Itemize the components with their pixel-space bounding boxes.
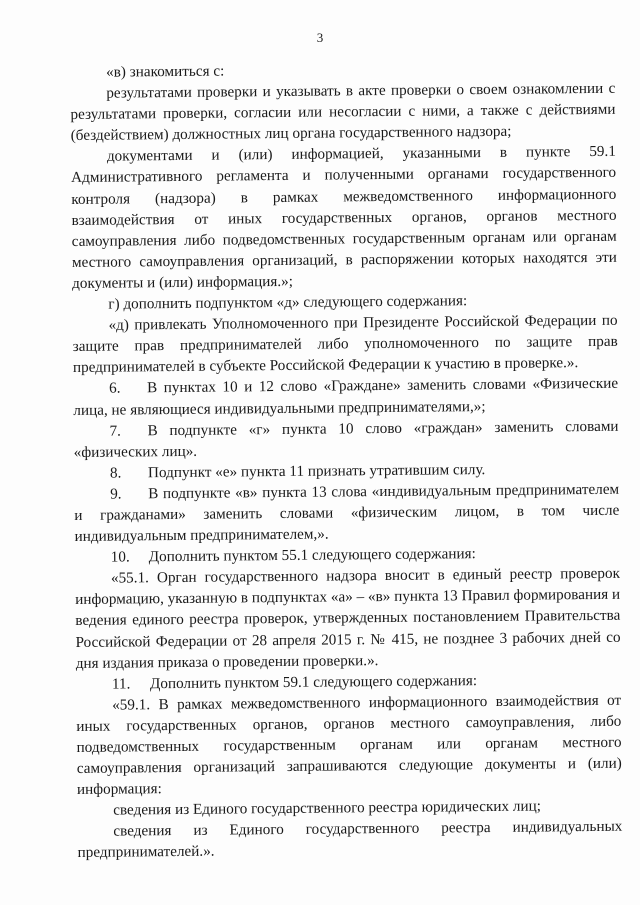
item-number: 8.: [109, 464, 122, 482]
item-6: [73, 373, 618, 420]
item-text: В пунктах 10 и 12 слово «Граждане» заменить словами «Физические лица, не являющиеся индивидуальными предпринимателями,»;: [73, 375, 619, 419]
item-text: Дополнить пунктом 59.1 следующего содержания:: [149, 671, 478, 692]
item-text: Дополнить пунктом 55.1 следующего содержания:: [148, 545, 476, 566]
page-number: 3: [316, 30, 324, 45]
paragraph-egrip: сведения из Единого государственного реестра индивидуальных предпринимателей.».: [77, 818, 623, 862]
paragraph-egrul: сведения из Единого государственного реестра юридических лиц;: [113, 797, 542, 819]
paragraph-results: результатами проверки и указывать в акте проверки о своем ознакомлении с результатами проверки, согласии или несогласии с ними, а также с действиями (бездействием) должностных лиц органа государственного надзора;: [70, 79, 616, 145]
paragraph-v-intro: «в) знакомиться с:: [106, 62, 225, 81]
item-number: 7.: [109, 422, 122, 440]
item-text: В подпункте «в» пункта 13 слова «индивидуальным предпринимателем и гражданами» заменить словами «физическим лицом, в том числе индивидуальным предпринимателем,».: [74, 480, 620, 546]
item-number: 9.: [110, 485, 122, 503]
document-body: [70, 57, 623, 864]
item-number: 11.: [111, 675, 131, 693]
paragraph-59-1: «59.1. В рамках межведомственного информационного взаимодействия от иных государственных органов, органов местного самоуправления, либо подведомственных государственным органам или органам местного самоуправления организаций запрашиваются следующие документы и (или) информация:: [76, 691, 622, 799]
paragraph-g: г) дополнить подпунктом «д» следующего содержания:: [108, 292, 468, 313]
item-7: [73, 415, 618, 462]
item-text: Подпункт «е» пункта 11 признать утратившим силу.: [147, 460, 486, 482]
item-9: [74, 479, 620, 548]
item-text: В подпункте «г» пункта 10 слово «граждан» заменить словами «физических лиц».: [73, 417, 619, 461]
paragraph-55-1: «55.1. Орган государственного надзора вносит в единый реестр проверок информацию, указанную в подпунктах «а» – «в» пункта 13 Правил формирования и ведения единого реестра проверок, утвержденных постановлением Правительства Российской Федерации от 28 апреля 2015 г. № 415, не позднее 3 рабочих дней со дня издания приказа о проведении проверки.».: [75, 564, 621, 672]
item-number: 10.: [110, 548, 130, 566]
item-number: 6.: [109, 379, 121, 398]
paragraph-documents: документами и (или) информацией, указанными в пункте 59.1 Административного регламента и полученными органами государственного контроля (надзора) в рамках межведомственного информационного взаимодействия от иных государственных органов, органов местного самоуправления либо подведомственных государственным органам или органам местного самоуправления организаций, в распоряжении которых находятся эти документы и (или) информация.»;: [71, 143, 617, 292]
paragraph-d: «д) привлекать Уполномоченного при Президенте Российской Федерации по защите прав предпринимателей либо уполномоченного по защите прав предпринимателей в субъекте Российской Федерации к участию в проверке.».: [72, 311, 618, 377]
